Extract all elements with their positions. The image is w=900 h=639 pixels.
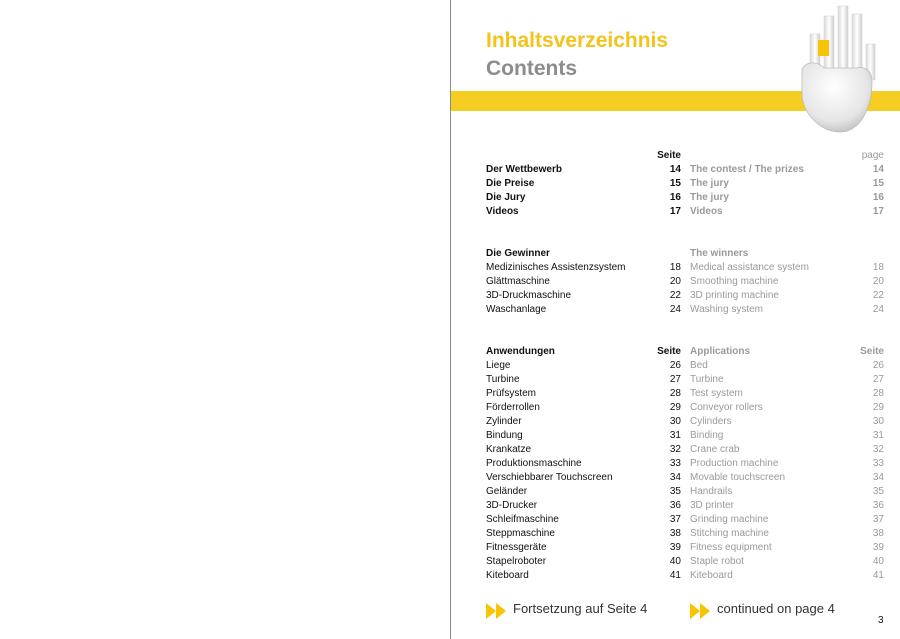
toc-page-en: 34 bbox=[872, 472, 884, 483]
continued-link-de[interactable]: Fortsetzung auf Seite 4 bbox=[513, 601, 648, 616]
toc-page-de: 41 bbox=[669, 570, 681, 581]
toc-title-en: Stitching machine bbox=[690, 528, 769, 539]
toc-title-de: Fitnessgeräte bbox=[486, 542, 547, 553]
toc-row[interactable] bbox=[486, 457, 900, 471]
toc-title-de: Der Wettbewerb bbox=[486, 164, 562, 175]
toc-page-de: 30 bbox=[669, 416, 681, 427]
section3-header-en-page: Seite bbox=[860, 346, 884, 357]
toc-row[interactable] bbox=[486, 359, 900, 373]
toc-title-en: Handrails bbox=[690, 486, 733, 497]
toc-page-de: 37 bbox=[669, 514, 681, 525]
toc-title-de: Stapelroboter bbox=[486, 556, 547, 567]
toc-title-en: Smoothing machine bbox=[690, 276, 779, 287]
toc-title-de: Videos bbox=[486, 206, 519, 217]
toc-page-en: 18 bbox=[872, 262, 884, 273]
toc-title-de: Krankatze bbox=[486, 444, 532, 455]
continued-link-en[interactable]: continued on page 4 bbox=[717, 601, 835, 616]
toc-title-en: Cylinders bbox=[690, 416, 732, 427]
toc-title-en: Videos bbox=[690, 206, 723, 217]
toc-page-en: 35 bbox=[872, 486, 884, 497]
toc-page-de: 33 bbox=[669, 458, 681, 469]
toc-title-en: 3D printing machine bbox=[690, 290, 779, 301]
toc-title-de: Produktionsmaschine bbox=[486, 458, 582, 469]
toc-title-en: Medical assistance system bbox=[690, 262, 809, 273]
toc-page-de: 39 bbox=[669, 542, 681, 553]
toc-page-de: 26 bbox=[669, 360, 681, 371]
toc-row[interactable] bbox=[486, 443, 900, 457]
toc-title-en: Bed bbox=[690, 360, 708, 371]
toc-title-de: Schleifmaschine bbox=[486, 514, 559, 525]
toc-page-de: 20 bbox=[669, 276, 681, 287]
toc-page-de: 16 bbox=[669, 192, 681, 203]
title-german: Inhaltsverzeichnis bbox=[486, 29, 669, 52]
section3-header-de-page: Seite bbox=[657, 346, 681, 357]
toc-row[interactable] bbox=[486, 429, 900, 443]
toc-row[interactable] bbox=[486, 471, 900, 485]
toc-title-de: Die Preise bbox=[486, 178, 535, 189]
toc-page-en: 31 bbox=[872, 430, 884, 441]
toc-title-en: Washing system bbox=[690, 304, 763, 315]
toc-page-de: 28 bbox=[669, 388, 681, 399]
double-arrow-right-icon bbox=[690, 603, 712, 619]
toc-title-en: The jury bbox=[690, 192, 729, 203]
toc-page-en: 20 bbox=[872, 276, 884, 287]
section2-header-en: The winners bbox=[690, 248, 749, 259]
toc-page-en: 30 bbox=[872, 416, 884, 427]
toc-page-en: 38 bbox=[872, 528, 884, 539]
toc-title-en: Test system bbox=[690, 388, 743, 399]
toc-page-en: 24 bbox=[872, 304, 884, 315]
toc-page-en: 27 bbox=[872, 374, 884, 385]
toc-title-de: Medizinisches Assistenzsystem bbox=[486, 262, 626, 273]
section1-header-de-page: Seite bbox=[657, 150, 681, 161]
toc-row[interactable] bbox=[486, 415, 900, 429]
toc-title-en: The contest / The prizes bbox=[690, 164, 804, 175]
toc-row[interactable] bbox=[486, 163, 900, 177]
toc-title-en: Production machine bbox=[690, 458, 779, 469]
toc-title-en: Crane crab bbox=[690, 444, 740, 455]
section2-header-de: Die Gewinner bbox=[486, 248, 550, 259]
toc-page-en: 14 bbox=[872, 164, 884, 175]
toc-row[interactable] bbox=[486, 499, 900, 513]
toc-row[interactable] bbox=[486, 275, 900, 289]
toc-title-en: Fitness equipment bbox=[690, 542, 772, 553]
toc-title-de: Glättmaschine bbox=[486, 276, 550, 287]
toc-page-de: 15 bbox=[669, 178, 681, 189]
toc-title-de: Prüfsystem bbox=[486, 388, 537, 399]
toc-title-en: Conveyor rollers bbox=[690, 402, 763, 413]
toc-row[interactable] bbox=[486, 569, 900, 583]
toc-page-en: 29 bbox=[872, 402, 884, 413]
toc-title-de: 3D-Drucker bbox=[486, 500, 538, 511]
toc-row[interactable] bbox=[486, 485, 900, 499]
toc-row[interactable] bbox=[486, 261, 900, 275]
toc-row[interactable] bbox=[486, 541, 900, 555]
hand-logo-icon bbox=[798, 4, 880, 134]
toc-title-de: Bindung bbox=[486, 430, 523, 441]
title-english: Contents bbox=[486, 57, 577, 80]
toc-page-de: 22 bbox=[669, 290, 681, 301]
section1-header-en-page: page bbox=[861, 150, 884, 161]
toc-row[interactable] bbox=[486, 177, 900, 191]
toc-page-de: 27 bbox=[669, 374, 681, 385]
toc-page-de: 32 bbox=[669, 444, 681, 455]
toc-title-de: Verschiebbarer Touchscreen bbox=[486, 472, 613, 483]
toc-title-en: Kiteboard bbox=[690, 570, 733, 581]
toc-title-de: Zylinder bbox=[486, 416, 522, 427]
toc-title-de: Steppmaschine bbox=[486, 528, 555, 539]
toc-title-de: Die Jury bbox=[486, 192, 526, 203]
toc-title-de: Kiteboard bbox=[486, 570, 529, 581]
toc-page-de: 18 bbox=[669, 262, 681, 273]
toc-page-en: 41 bbox=[872, 570, 884, 581]
toc-title-en: Grinding machine bbox=[690, 514, 769, 525]
toc-row[interactable] bbox=[486, 401, 900, 415]
page-number: 3 bbox=[878, 615, 884, 626]
toc-page-en: 28 bbox=[872, 388, 884, 399]
double-arrow-right-icon bbox=[486, 603, 508, 619]
toc-page-en: 40 bbox=[872, 556, 884, 567]
toc-page-en: 37 bbox=[872, 514, 884, 525]
toc-title-de: Geländer bbox=[486, 486, 528, 497]
toc-title-de: Waschanlage bbox=[486, 304, 547, 315]
section3-header bbox=[486, 345, 900, 359]
toc-page-en: 15 bbox=[872, 178, 884, 189]
toc-title-de: Förderrollen bbox=[486, 402, 540, 413]
toc-page-en: 36 bbox=[872, 500, 884, 511]
toc-page-de: 17 bbox=[669, 206, 681, 217]
toc-row[interactable] bbox=[486, 387, 900, 401]
toc-page-en: 22 bbox=[872, 290, 884, 301]
toc-page-en: 33 bbox=[872, 458, 884, 469]
toc-page-en: 17 bbox=[872, 206, 884, 217]
toc-title-de: Turbine bbox=[486, 374, 520, 385]
section3-header-en: Applications bbox=[690, 346, 751, 357]
toc-page-en: 16 bbox=[872, 192, 884, 203]
toc-page-de: 24 bbox=[669, 304, 681, 315]
toc-row[interactable] bbox=[486, 303, 900, 317]
section2-header bbox=[486, 247, 900, 261]
section3-header-de: Anwendungen bbox=[486, 346, 555, 357]
toc-title-en: Turbine bbox=[690, 374, 724, 385]
toc-page-en: 26 bbox=[872, 360, 884, 371]
toc-row[interactable] bbox=[486, 191, 900, 205]
toc-row[interactable] bbox=[486, 555, 900, 569]
section1-header bbox=[486, 149, 900, 163]
toc-page-de: 35 bbox=[669, 486, 681, 497]
toc-row[interactable] bbox=[486, 289, 900, 303]
toc-title-de: Liege bbox=[486, 360, 511, 371]
toc-title-en: Movable touchscreen bbox=[690, 472, 786, 483]
toc-page-de: 40 bbox=[669, 556, 681, 567]
toc-page-de: 34 bbox=[669, 472, 681, 483]
toc-row[interactable] bbox=[486, 373, 900, 387]
toc-row[interactable] bbox=[486, 205, 900, 219]
toc-page-de: 14 bbox=[669, 164, 681, 175]
toc-page-de: 31 bbox=[669, 430, 681, 441]
toc-page-de: 38 bbox=[669, 528, 681, 539]
toc-page-en: 39 bbox=[872, 542, 884, 553]
toc-page-de: 36 bbox=[669, 500, 681, 511]
toc-page-de: 29 bbox=[669, 402, 681, 413]
toc-title-en: Staple robot bbox=[690, 556, 744, 567]
toc-row[interactable] bbox=[486, 513, 900, 527]
toc-title-en: Binding bbox=[690, 430, 724, 441]
toc-title-en: 3D printer bbox=[690, 500, 734, 511]
toc-row[interactable] bbox=[486, 527, 900, 541]
toc-title-en: The jury bbox=[690, 178, 729, 189]
toc-title-de: 3D-Druckmaschine bbox=[486, 290, 572, 301]
toc-page-en: 32 bbox=[872, 444, 884, 455]
